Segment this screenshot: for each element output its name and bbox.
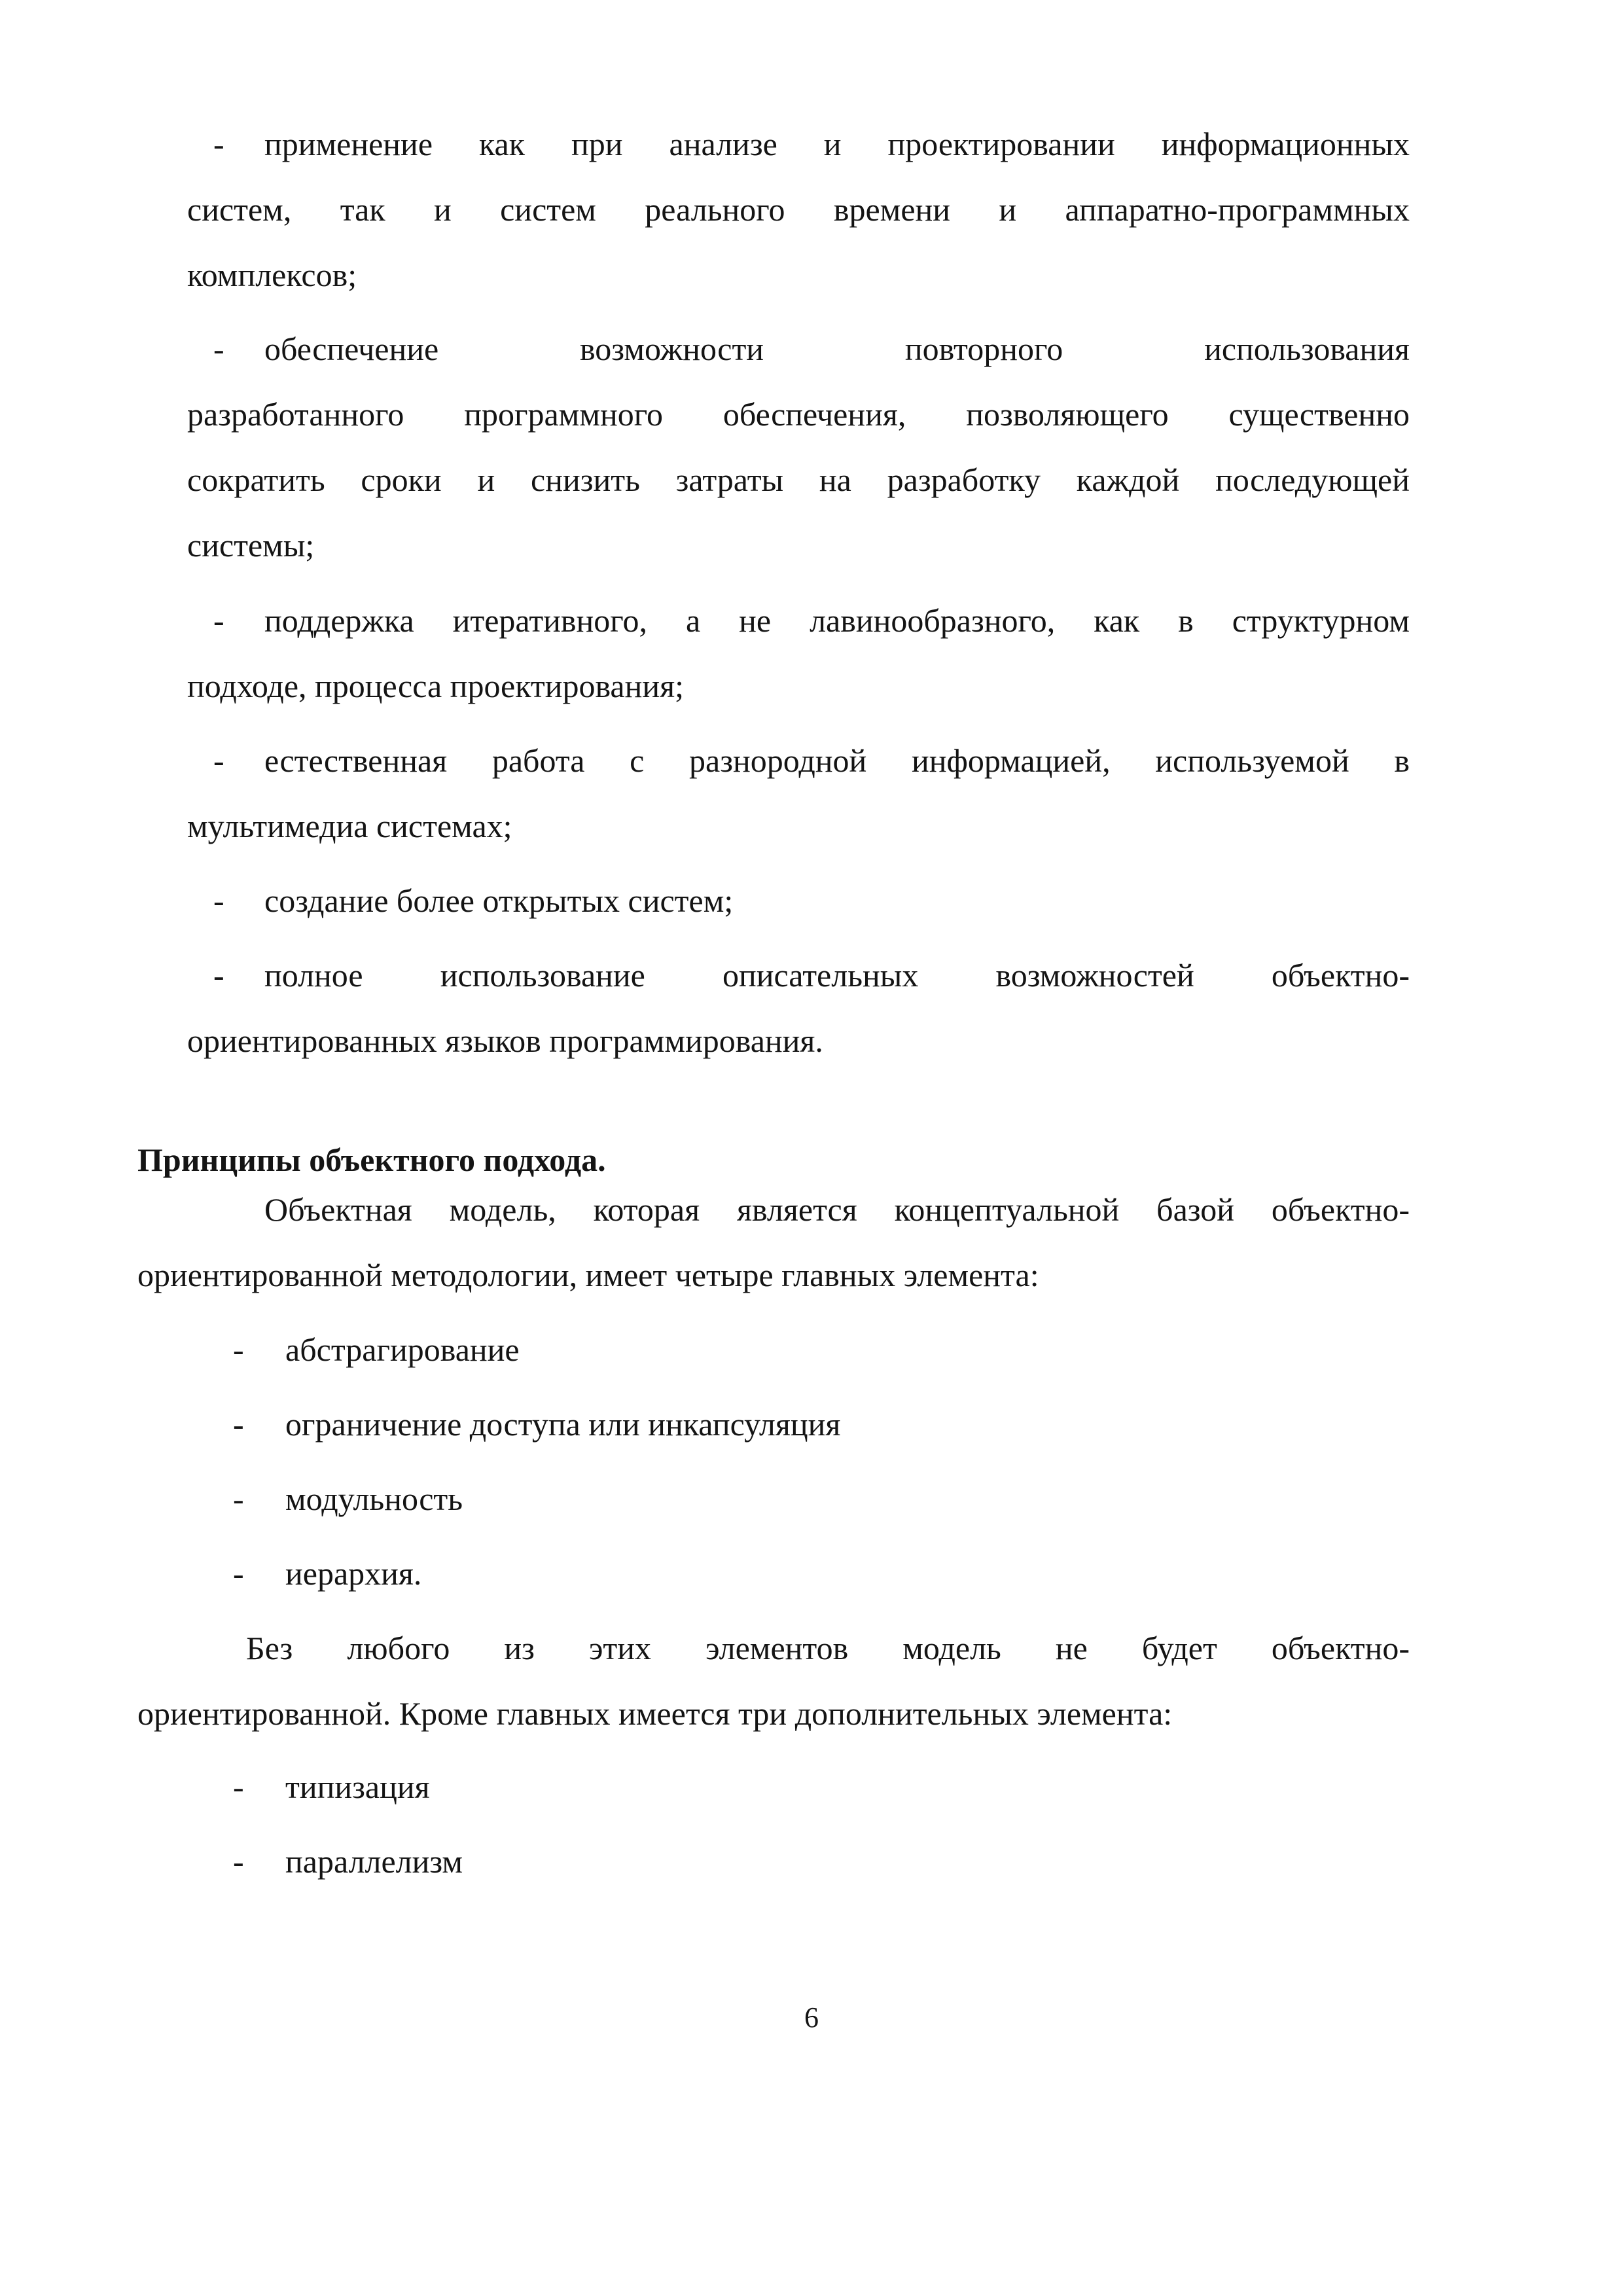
bullet-4-line-1: естественная работа с разнородной информацией, используемой в — [264, 742, 1410, 779]
bullet-4-line-2: мультимедиа системах; — [187, 808, 512, 844]
intro-line-1: Объектная модель, которая является концептуальной базой объектно- — [264, 1191, 1410, 1228]
extra-element-1: типизация — [285, 1768, 430, 1805]
bullet-dash: - — [213, 331, 224, 367]
bullet-2-line-1: обеспечение возможности повторного использования — [264, 331, 1410, 367]
bullet-dash: - — [213, 957, 224, 994]
bullet-2-line-2: разработанного программного обеспечения, позволяющего существенно — [187, 396, 1410, 433]
bullet-dash: - — [213, 126, 224, 162]
bullet-2-line-4: системы; — [187, 527, 315, 564]
list-dash: - — [233, 1843, 244, 1880]
list-dash: - — [233, 1555, 244, 1592]
bullet-3-line-2: подходе, процесса проектирования; — [187, 668, 685, 704]
bullet-2-line-3: сократить сроки и снизить затраты на разработку каждой последующей — [187, 461, 1410, 498]
outro-line-1: Без любого из этих элементов модель не будет объектно- — [246, 1630, 1410, 1666]
main-element-2: ограничение доступа или инкапсуляция — [285, 1406, 841, 1443]
list-dash: - — [233, 1406, 244, 1443]
bullet-dash: - — [213, 742, 224, 779]
main-element-3: модульность — [285, 1480, 463, 1517]
bullet-5-line-1: создание более открытых систем; — [264, 882, 734, 919]
main-element-1: абстрагирование — [285, 1331, 520, 1368]
bullet-6-line-1: полное использование описательных возможностей объектно- — [264, 957, 1410, 994]
list-dash: - — [233, 1768, 244, 1805]
list-dash: - — [233, 1480, 244, 1517]
bullet-1-line-3: комплексов; — [187, 257, 357, 293]
bullet-3-line-1: поддержка итеративного, а не лавинообразного, как в структурном — [264, 602, 1410, 639]
intro-line-2: ориентированной методологии, имеет четыре главных элемента: — [137, 1257, 1039, 1293]
page-number: 6 — [804, 2001, 819, 2034]
bullet-dash: - — [213, 882, 224, 919]
list-dash: - — [233, 1331, 244, 1368]
extra-element-2: параллелизм — [285, 1843, 463, 1880]
bullet-1-line-1: применение как при анализе и проектировании информационных — [264, 126, 1410, 162]
bullet-dash: - — [213, 602, 224, 639]
main-element-4: иерархия. — [285, 1555, 422, 1592]
bullet-1-line-2: систем, так и систем реального времени и аппаратно-программных — [187, 191, 1410, 228]
outro-line-2: ориентированной. Кроме главных имеется три дополнительных элемента: — [137, 1695, 1173, 1732]
bullet-6-line-2: ориентированных языков программирования. — [187, 1022, 823, 1059]
section-heading: Принципы объектного подхода. — [137, 1141, 606, 1178]
